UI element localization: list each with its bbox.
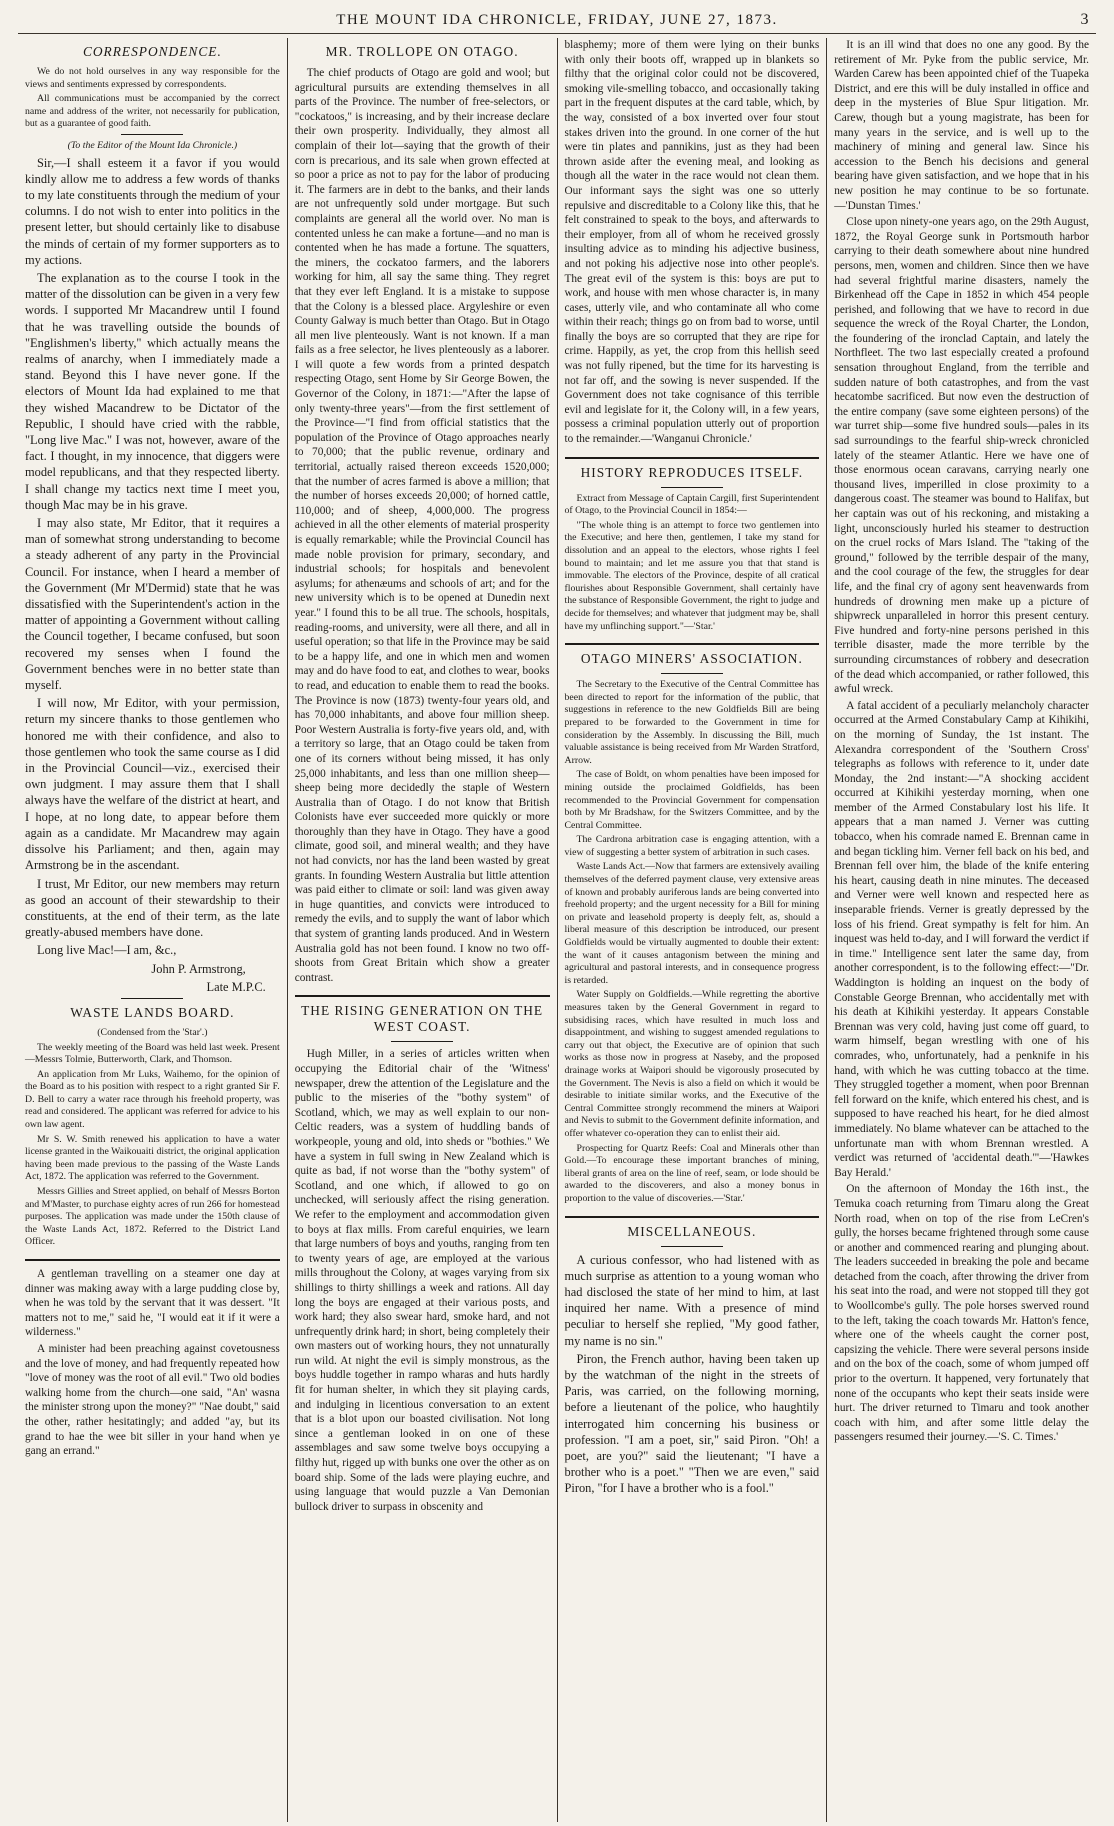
article-paragraph: An application from Mr Luks, Waihemo, for the opinion of the Board as to his position with respect to a right granted Sir F. D. Bell to carry a water race through his freehold property, was read and considered. The applicant was referred for advice to his own law agent. bbox=[25, 1068, 280, 1131]
letter-signature-title: Late M.P.C. bbox=[206, 979, 266, 994]
article-paragraph: Water Supply on Goldfields.—While regretting the abortive measures taken by the General Government in regard to subsidising races, which have resulted in much loss and disappointment, and wishing to suggest amended regulations to carry out that object, the Executive are of opinion that such works as those now in progress at Naseby, and the proposed drainage works at Waipori should be vigorously prosecuted by the Government. The Nevis is also a field on which it would be desirable to initiate similar works, and the Executive of the Central Committee strongly recommend the miners at Waipori and Nevis to submit to the Government definite information, and offer whatever co-operation they can to enlist their aid. bbox=[564, 989, 820, 1139]
trollope-heading: MR. TROLLOPE ON OTAGO. bbox=[325, 44, 519, 59]
editorial-notice-2: All communications must be accompanied by the correct name and address of the writer, not necessarily for publication, but as a guarantee of good faith. bbox=[25, 93, 280, 130]
article-paragraph: The Cardrona arbitration case is engaging attention, with a view of suggesting a better system of arbitration in such cases. bbox=[564, 834, 820, 858]
letter-paragraph: I trust, Mr Editor, our new members may return as good an account of their stewardship to their constituents, at the end of their term, as the late greatly-abused members have done. bbox=[25, 876, 280, 940]
masthead bbox=[18, 0, 1096, 34]
article-paragraph: Prospecting for Quartz Reefs: Coal and Minerals other than Gold.—To encourage these important branches of mining, liberal grants of area on the line of reef, seam, or lode should be awarded to the discoverers, and also a money bonus in proportion to the value of discoveries.—'Star.' bbox=[564, 1142, 820, 1204]
history-heading: HISTORY REPRODUCES ITSELF. bbox=[580, 464, 804, 480]
article-paragraph: The case of Boldt, on whom penalties have been imposed for mining outside the proclaimed Goldfields, has been recommended to the Provincial Government for compensation both by Mr Bradshaw, for the Switzers Committee, and by the Central Committee. bbox=[564, 769, 820, 831]
divider bbox=[661, 673, 723, 674]
anecdote-paragraph: Piron, the French author, having been taken up by the watchman of the night in the streets of Paris, was carried, on the following morning, before a lieutenant of the police, who haughtily interrogated him concerning his business or profession. "I am a poet, sir," said Piron. "Oh! a poet, are you?" said the lieutenant; "I have a brother who is a poet." "Then we are even," said Piron, "for I have a brother who is a fool." bbox=[564, 1351, 820, 1496]
article-paragraph: Messrs Gillies and Street applied, on behalf of Messrs Borton and M'Master, to purchase eighty acres of run 266 for homestead purposes. The application was made under the 150th clause of the Waste Lands Act, 1872. Referred to the District Land Officer. bbox=[25, 1186, 280, 1248]
rising-generation-heading: THE RISING GENERATION ON THE WEST COAST. bbox=[301, 1003, 544, 1035]
editorial-notice-1: We do not hold ourselves in any way responsible for the views and sentiments expressed by correspondents. bbox=[25, 66, 280, 90]
source-note: (Condensed from the 'Star'.) bbox=[97, 1026, 208, 1038]
column-4 bbox=[826, 38, 1096, 1822]
anecdote-paragraph: A curious confessor, who had listened with as much surprise as attention to a young woman who had disclosed the state of her mind to him, at last inquired her name. With a presence of mind peculiar to herself she replied, "My good father, my name is no sin." bbox=[564, 1252, 820, 1348]
article-paragraph: It is an ill wind that does no one any good. By the retirement of Mr. Pyke from the public service, Mr. Warden Carew has been appointed chief of the Tuapeka District, and ere this will be duly installed in office and deep in the mysteries of Blue Spur litigation. Mr. Carew, though but a young magistrate, has been for many years in the service, and is well up to the machinery of mining and general law. Since his accession to the Bench his decisions and general bearing have given satisfaction, and we hope that in his new position he may continue to be so fortunate.—'Dunstan Times.' bbox=[834, 39, 1089, 212]
anecdote-paragraph: A minister had been preaching against covetousness and the love of money, and had frequently repeated how "love of money was the root of all evil." Two old bodies walking home from the church—one said, "An' wasna the minister strong upon the money?" "Nae doubt," said the other, rather hesitatingly; and added "ay, but its grand to hae the wee bit siller in your hand when ye gang an errand." bbox=[25, 1342, 280, 1458]
column-2 bbox=[287, 38, 557, 1822]
column-1 bbox=[18, 38, 287, 1822]
correspondence-heading: CORRESPONDENCE. bbox=[82, 44, 222, 59]
page-number: 3 bbox=[1080, 11, 1090, 28]
divider bbox=[391, 1041, 453, 1042]
letter-paragraph: I will now, Mr Editor, with your permission, return my sincere thanks to those gentlemen who honored me with their confidence, and also to those gentlemen who took the same course as I did in the Provincial Council—viz., exercised their own judgment. I may assure them that I shall always have the welfare of the district at heart, and I hope, at no long date, to appear before them again as a candidate. Mr Macandrew may again dissolve his Parliament; and then, again may Armstrong be in the ascendant. bbox=[25, 696, 280, 873]
letter-address: (To the Editor of the Mount Ida Chronicle.) bbox=[67, 139, 238, 151]
divider bbox=[661, 487, 723, 488]
column-3 bbox=[557, 38, 827, 1822]
waste-lands-heading: WASTE LANDS BOARD. bbox=[70, 1004, 235, 1020]
section-separator bbox=[565, 457, 820, 459]
article-paragraph: The weekly meeting of the Board was held last week. Present—Messrs Tolmie, Butterworth, Clark, and Thomson. bbox=[25, 1041, 280, 1066]
divider bbox=[121, 134, 183, 135]
section-separator bbox=[25, 1259, 280, 1261]
divider bbox=[661, 1246, 723, 1247]
letter-paragraph: Sir,—I shall esteem it a favor if you would kindly allow me to address a few words of thanks to my late constituents through the medium of your columns. I do not wish to enter into politics in the present letter, but should certainly like to disabuse the minds of certain of my former supporters as to my actions. bbox=[25, 155, 280, 267]
section-separator bbox=[565, 643, 820, 645]
divider bbox=[121, 998, 183, 999]
letter-closing: Long live Mac!—I am, &c., bbox=[37, 943, 177, 958]
masthead-title: THE MOUNT IDA CHRONICLE, FRIDAY, JUNE 27, 1873. bbox=[336, 12, 778, 28]
article-paragraph: Hugh Miller, in a series of articles written when occupying the Editorial chair of the 'Witness' newspaper, drew the attention of the Legislature and the public to the miseries of the "bothy system" of Scotland, which, we may as well explain to our non-Celtic readers, was a system of huddling bands of workpeople, young and old, into sheds or "bothies." We have a system in full swing in New Zealand which is quite as bad, if not worse than the "bothy system" of Scotland, and one which, if allowed to go on unchecked, will seriously affect the rising generation. We refer to the employment and accommodation given to boys at flax mills. From careful enquiries, we learn that large numbers of boys and youths, ranging from ten to twenty years of age, are employed at the various mills throughout the Colony, at wages varying from six shillings to thirty shillings a week and rations. All day long the boys are engaged at their various posts, and work hard; they also swear hard, smoke hard, and not unfrequently drink hard; in short, being completely their own masters out of working hours, they not unnaturally run wild. At night the evil is simply monstrous, as the boys huddle together in rampo wharas and huts hardly fit for human shelter, in which they sit playing cards, and indulging in licentious conversation to an extent that is a blot upon our boasted civilisation. Not long since a gentleman looked in on one of these assemblages and saw some twelve boys occupying a filthy hut, rigged up with bunks one over the other as on board ship. Some of the lads were playing euchre, and using language that would puzzle a Van Demonian bullock driver to surpass in obscenity and bbox=[294, 1048, 550, 1513]
miscellaneous-heading: MISCELLANEOUS. bbox=[627, 1223, 757, 1239]
section-separator bbox=[295, 995, 550, 997]
article-paragraph: Close upon ninety-one years ago, on the 29th August, 1872, the Royal George sunk in Portsmouth harbor carrying to their death somewhere about nine hundred persons, men, women and children. Since then we have had several frightful marine disasters, namely the Birkenhead off the Cape in 1852 in which 454 people perished, and following that we have to record in due sequence the wreck of the Royal Charter, the London, the foundering of the ironclad Captain, and lately the Northfleet. The two last especially created a profound sensation throughout England, from the terrible and sudden nature of both catastrophes, and from the vast hecatombe sacrificed. But now even the destruction of the entire company (save some eighteen persons) of the war turret ship—some five hundred souls—pales in its sad surroundings to the fearful ship-wreck chronicled lately of the steamer Atlantic. Here we have one of those enormous ocean caravans, carrying nearly one thousand lives, imperilled in close proximity to a dangerous coast. The steamer was bound to Halifax, but her captain was out of his reckoning, and mistaking a light, unconsciously hurled his steamer to destruction on the cruel rocks of Mars Island. The "taking of the ground," followed by the terrible despair of the many, and the cool courage of the few, the struggles for dear life, and the final cry of agony sent heavenwards from hundreds of drowning men make up a picture of shipwreck unparalleled in horror this present century. Five hundred and forty-nine persons perished in this terrible disaster, made the more terrible by the surrounding circumstances of robbery and desecration of the dead which accompanied, or rather followed, this awful wreck. bbox=[834, 216, 1089, 696]
miners-association-heading: OTAGO MINERS' ASSOCIATION. bbox=[580, 651, 803, 667]
article-paragraph: The chief products of Otago are gold and wool; but agricultural pursuits are extending themselves in all parts of the Province. The number of free-selectors, or "cockatoos," is increasing, and by their increase declare their own prosperity. Individually, they almost all complain of their lot—saying that the growth of their corn is precarious, and its sale when grown effected at so poor a price as not to pay for the labor of producing it. The farmers are in debt to the banks, and their lands are not unfrequently sold under mortgage. But such complaints are general all the world over. No man is contented unless he can make a fortune—and no man is contented when he has made a fortune. The squatters, the miners, the cockatoo farmers, and the laborers working for him, all say the same thing. They regret that they ever left England. It is a mistake to suppose that the Colony is a blessed place. Argyleshire or even County Galway is much better than Otago. But in Otago all men live plenteously. Want is not known. If a man fails as a free selector, he lives plenteously as a laborer. I will quote a few words from a printed despatch respecting Otago, sent Home by Sir George Bowen, the Governor of the Colony, in 1871:—"After the lapse of only twenty-three years"—from the first settlement of the Province—"I find from official statistics that the population of the Province of Otago approaches nearly to 70,000; that the public revenue, ordinary and territorial, actually raised thereon exceeds 1520,000; that the number of acres farmed is above a million; that the number of horses exceeds 20,000; of horned cattle, 110,000; and of sheep, 4,000,000. The progress achieved in all the other elements of material prosperity is equally remarkable; while the Provincial Council has made noble provision for primary, secondary, and industrial schools; for hospitals and benevolent asylums; for athenæums and schools of art; and for the new university which is to be opened at Dunedin next year." I found this to be all true. The schools, hospitals, reading-rooms, and university, were all there, and all in useful operation; so that life in the Province may be said to be a happy life, and one in which men and women may and do have food to eat, and clothes to wear, books to read, and education to enable them to read the books. The Province is now (1873) twenty-four years old, and has 70,000 inhabitants, and above four million sheep. Poor Western Australia is forty-five years old, and, with a territory so large, that an Otago could be taken from one of its corners without being missed, it has only 25,000 inhabitants, and less than one million sheep—sheep being more decidedly the staple of Western Australia than of Otago. I do not know that British Colonists have ever succeeded more quickly or more thoroughly than they have in Otago. They have a good climate, good soil, and mineral wealth; and they have not had convicts, nor has the land been wasted by great grants. In founding Western Australia but little attention was paid either to climate or soil: land was given away in huge quantities, and convicts were introduced to remedy the evils, and to supply the want of labor which that system of granting lands produced. And in Western Australia gold has not been found. I know no two off-shoots from Great Britain which show a greater contrast. bbox=[294, 67, 550, 984]
article-paragraph: blasphemy; more of them were lying on their bunks with only their boots off, wrapped up in blankets so filthy that the original color could not be discovered, smoking vile-smelling tobacco, and occasionally taking part in the frequent disputes at the card table, which, by the way, consisted of a box inverted over four stout stakes driven into the ground. In one corner of the hut were tin plates and pannikins, just as they had been thrown aside after the evening meal, and looking as though all the water in the race would not clean them. Our informant says the sight was one so utterly repulsive and discreditable to a Colony like this, that he felt constrained to speak to the boys, and afterwards to their employer, from all of whom he received grossly insulting advice as to minding his adjective business, and not poking his adjective nose into other people's. The great evil of the system is this: boys are put to work, and house with men whose character is, in many cases, utterly vile, and who contaminate all who come within their reach; things go on from bad to worse, until finally the boys are so corrupted that they are ripe for crime. Happily, as yet, the crop from this hellish seed was not fully ripened, but the time for its harvesting is not far off, and the sowing is never suspended. If the Government does not take cognisance of this terrible evil and legislate for it, the Colony will, in a few years, possess a criminal population utterly out of proportion to the remainder.—'Wanganui Chronicle.' bbox=[564, 39, 820, 446]
article-paragraph: A fatal accident of a peculiarly melancholy character occurred at the Armed Constabulary Camp at Kihikihi, on the morning of Sunday, the 1st instant. The Alexandra correspondent of the 'Southern Cross' telegraphs as follows with reference to it, under date Monday, the 2nd instant:—"A shocking accident occurred at Kihikihi yesterday morning, when one member of the Armed Constabulary lost his life. It appears that a man named J. Verner was cutting tobacco, when his comrade named E. Brennan came in and began tickling him. Verner fell back on his bed, and Brennan fell over him, the blade of the knife entering his heart, causing death in nine minutes. The deceased and Verner were well known and respected here as inseparable friends. Verner is greatly depressed by the loss of his friend. Great sympathy is felt for him. An inquest was held to-day, and I will forward the verdict if in time." Intelligence sent later the same day, from another correspondent, is to the following effect:—"Dr. Waddington is holding an inquest on the body of Constable George Brennan, who accidentally met with his death at Kihikihi yesterday. It appears Constable Brennan was very cold, having just come off guard, to warm himself, began wrestling with one of his comrades, who, unfortunately, had a penknife in his hand, with which he was cutting tobacco at the time. They struggled together a moment, when poor Brennan fell forward on the knife, which entered his chest, and is supposed to have reached his heart, for he died almost immediately. No blame whatever can be attached to the unfortunate man with whom Brennan wrestled. A verdict was returned of 'accidental death.'"—'Hawkes Bay Herald.' bbox=[834, 699, 1089, 1179]
article-paragraph: On the afternoon of Monday the 16th inst., the Temuka coach returning from Timaru along the Great North road, when on top of the rise from LeCren's gully, the horses became frightened through some cause or another and commenced rearing and plunging about. The leaders succeeded in breaking the pole and became detached from the coach, after throwing the driver from his seat into the road, and were not stopped till they got to Woollcombe's gully. The pole horses swerved round to the left, taking the coach towards Mr. Hatton's fence, where one of the wheels caught the corner post, capsizing the vehicle. There were several persons inside and on the box of the coach, some of whom jumped off prior to the overturn. It happened, very fortunately that none of the occupants who kept their seats inside were hurt. The driver returned to Timaru and took another coach with him, and after some little delay the passengers resumed their journey.—'S. C. Times.' bbox=[834, 1183, 1089, 1444]
section-separator bbox=[565, 1216, 820, 1218]
letter-signature: John P. Armstrong, bbox=[151, 961, 246, 976]
columns bbox=[18, 38, 1096, 1822]
anecdote-paragraph: A gentleman travelling on a steamer one day at dinner was making away with a large pudding close by, when he was told by the servant that it was dessert. "It matters not to me," said he, "I would eat it if it were a wilderness." bbox=[25, 1268, 280, 1339]
letter-paragraph: I may also state, Mr Editor, that it requires a man of somewhat strong understanding to become a steady adherent of any party in the Provincial Council. For instance, when I heard a member of the Government (Mr M'Dermid) state that he was dissatisfied with the Superintendent's action in the matter of appointing a Government without calling the Council together, I became confused, but soon recovered my senses when I found the Government benches were in no better state than myself. bbox=[25, 516, 280, 693]
article-paragraph: "The whole thing is an attempt to force two gentlemen into the Executive; and here then, gentlemen, I take my stand for dissolution and an appeal to the electors, whose rights I feel bound to maintain; and let me assure you that that stand is immovable. The electors of the Province, despite of all cratical flourishes about Responsible Government, shall certainly have the substance of Responsible Government, the right to judge and decide for themselves; and whatever that judgment may be, shall have my unflinching support."—'Star.' bbox=[564, 519, 820, 632]
letter-paragraph: The explanation as to the course I took in the matter of the dissolution can be given in a very few words. I supported Mr Macandrew until I found that he was travelling outside the bounds of "Englishmen's liberty," which actually means the realms of anarchy, when I immediately made a stand. Beyond this I have never gone. If the electors of Mount Ida had explained to me that they wished Macandrew to be Dictator of the Republic, I should have cried with the rabble, "Long live Mac." I was not, however, aware of the fact. I thought, in my innocence, that diggers were model republicans, and that they respected liberty. I shall change my tactics next time I meet you, though Mac may be in his grave. bbox=[25, 270, 280, 512]
article-paragraph: Extract from Message of Captain Cargill, first Superintendent of Otago, to the Provincial Council in 1854:— bbox=[564, 492, 820, 517]
article-paragraph: The Secretary to the Executive of the Central Committee has been directed to report for the information of the public, that suggestions in reference to the new Goldfields Bill are being prepared to be forwarded to the Government in time for consideration by the Assembly. In discussing the Bill, much valuable assistance is being received from Mr Warden Stratford, Arrow. bbox=[564, 679, 820, 766]
article-paragraph: Mr S. W. Smith renewed his application to have a water license granted in the Waikouaiti district, the original application having been made previous to the passing of the Waste Lands Act, 1872. The application was referred to the Government. bbox=[25, 1133, 280, 1183]
article-paragraph: Waste Lands Act.—Now that farmers are extensively availing themselves of the deferred payment clause, very extensive areas of known and probably auriferous lands are being converted into freehold property; and the urgent necessity for a Bill for mining on private and leasehold property is deeply felt, as, should a liberal measure of this description be introduced, our present Goldfields would be virtually augmented to double their extent: the want of it causes antagonism between the mining and agricultural and pastoral interests, and in consequence progress is retarded. bbox=[564, 861, 820, 986]
